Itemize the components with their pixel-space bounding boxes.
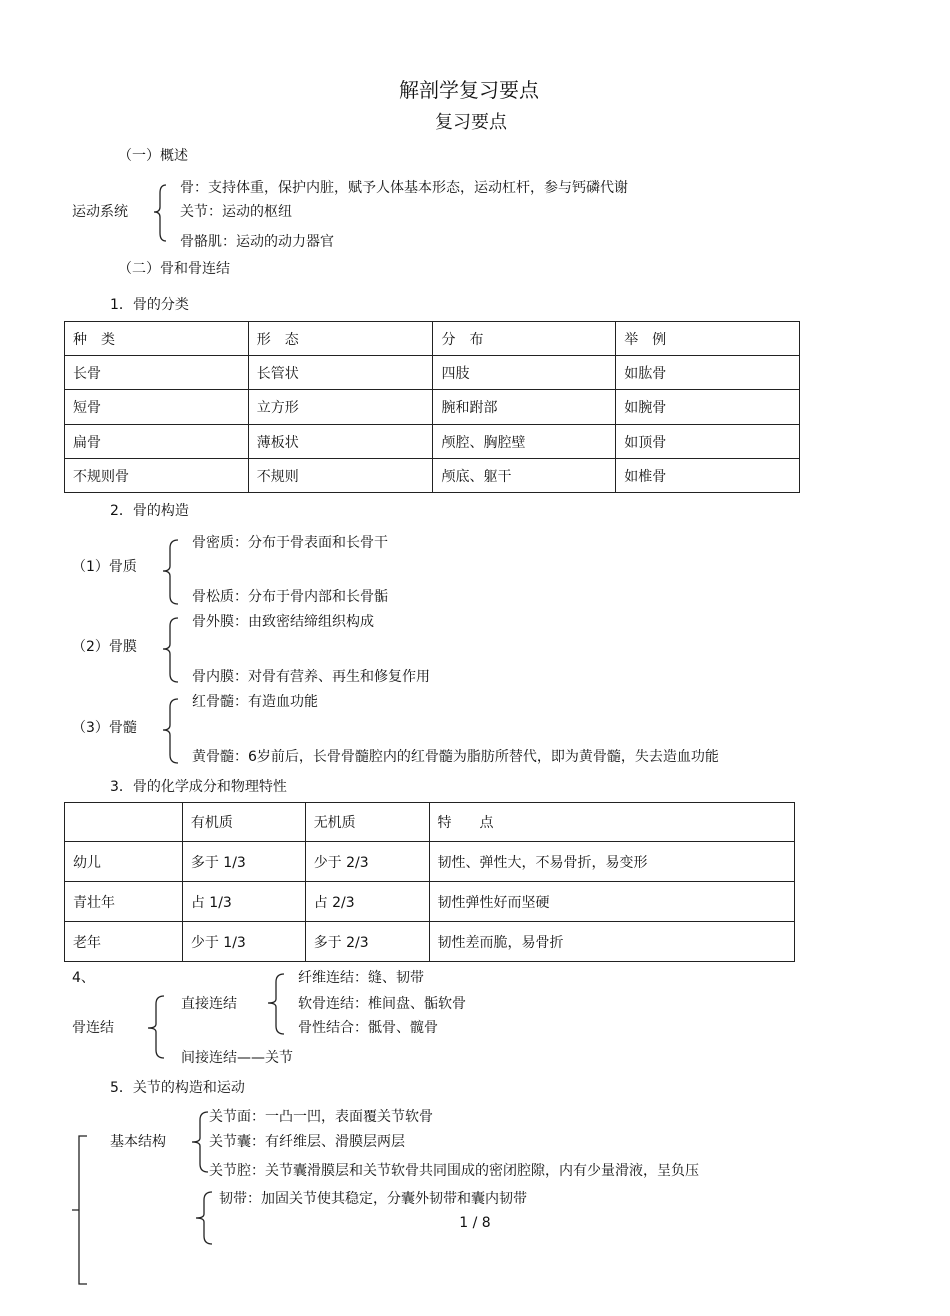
table-cell: 短骨 [65, 390, 249, 425]
table-cell: 占 2/3 [305, 882, 429, 922]
table-row [65, 842, 795, 882]
table-row [65, 922, 795, 962]
table-header-row [65, 803, 795, 842]
table-cell: 腕和跗部 [433, 390, 616, 425]
table-header-row [65, 322, 800, 356]
bone-chemistry-table [64, 802, 795, 962]
table-row [65, 882, 795, 922]
table-header-cell: 特 点 [429, 803, 794, 842]
table-cell: 多于 2/3 [305, 922, 429, 962]
section-1-heading: （一）概述 [118, 148, 188, 164]
table-row [65, 425, 800, 459]
direct-connection-brace [264, 972, 288, 1036]
table-cell: 颅底、躯干 [433, 459, 616, 493]
table-header-cell: 种 类 [65, 322, 249, 356]
table-cell: 多于 1/3 [182, 842, 305, 882]
joint-section-number: 4、 [72, 970, 95, 986]
articular-surface-text: 关节面：一凸一凹，表面覆关节软骨 [209, 1109, 433, 1125]
bone-classification-table [64, 321, 800, 493]
periosteum-label: （2）骨膜 [72, 639, 137, 655]
table-cell: 青壮年 [65, 882, 183, 922]
cartilaginous-joint-text: 软骨连结：椎间盘、骺软骨 [298, 996, 466, 1012]
outer-periosteum-text: 骨外膜：由致密结缔组织构成 [192, 614, 374, 630]
table-header-cell: 形 态 [248, 322, 433, 356]
table-header-cell: 无机质 [305, 803, 429, 842]
yellow-marrow-text: 黄骨髓：6岁前后，长骨骨髓腔内的红骨髓为脂肪所替代，即为黄骨髓，失去造血功能 [192, 749, 719, 765]
table-cell: 韧性差而脆，易骨折 [429, 922, 794, 962]
bone-marrow-brace [160, 697, 184, 765]
table-header-cell: 分 布 [433, 322, 616, 356]
table-cell: 占 1/3 [182, 882, 305, 922]
joint-outer-bracket [70, 1134, 92, 1288]
bone-chemistry-heading: 3．骨的化学成分和物理特性 [110, 779, 287, 795]
section-2-heading: （二）骨和骨连结 [118, 261, 230, 277]
table-header-cell: 举 例 [616, 322, 800, 356]
table-cell: 少于 1/3 [182, 922, 305, 962]
bone-substance-label: （1）骨质 [72, 559, 137, 575]
table-cell: 薄板状 [248, 425, 433, 459]
endosteum-text: 骨内膜：对骨有营养、再生和修复作用 [192, 669, 430, 685]
bone-structure-heading: 2．骨的构造 [110, 503, 189, 519]
basic-structure-label: 基本结构 [110, 1134, 166, 1150]
table-cell: 立方形 [248, 390, 433, 425]
periosteum-brace [160, 616, 184, 684]
joint-structure-heading: 5．关节的构造和运动 [110, 1080, 245, 1096]
direct-connection-label: 直接连结 [181, 996, 237, 1012]
table-cell: 四肢 [433, 356, 616, 390]
table-cell: 不规则 [248, 459, 433, 493]
table-cell: 长管状 [248, 356, 433, 390]
bony-union-text: 骨性结合：骶骨、髋骨 [298, 1020, 438, 1036]
bone-substance-brace [160, 538, 184, 606]
table-row [65, 390, 800, 425]
table-cell: 如腕骨 [616, 390, 800, 425]
bone-marrow-label: （3）骨髓 [72, 720, 137, 736]
table-cell: 韧性、弹性大，不易骨折，易变形 [429, 842, 794, 882]
table-cell: 幼儿 [65, 842, 183, 882]
fibrous-joint-text: 纤维连结：缝、韧带 [298, 970, 424, 986]
bone-connection-brace [144, 994, 168, 1060]
table-cell: 韧性弹性好而坚硬 [429, 882, 794, 922]
motor-item-bone: 骨：支持体重，保护内脏，赋予人体基本形态，运动杠杆，参与钙磷代谢 [180, 180, 628, 196]
document-title: 解剖学复习要点 [399, 78, 539, 102]
table-header-cell [65, 803, 183, 842]
table-row [65, 356, 800, 390]
bone-classification-heading: 1．骨的分类 [110, 297, 189, 313]
table-cell: 颅腔、胸腔壁 [433, 425, 616, 459]
table-cell: 老年 [65, 922, 183, 962]
articular-cavity-text: 关节腔：关节囊滑膜层和关节软骨共同围成的密闭腔隙，内有少量滑液，呈负压 [209, 1163, 699, 1179]
spongy-bone-text: 骨松质：分布于骨内部和长骨骺 [192, 589, 388, 605]
articular-capsule-text: 关节囊：有纤维层、滑膜层两层 [209, 1134, 405, 1150]
motor-item-joint: 关节：运动的枢纽 [180, 204, 292, 220]
table-cell: 少于 2/3 [305, 842, 429, 882]
table-cell: 不规则骨 [65, 459, 249, 493]
indirect-connection-text: 间接连结——关节 [181, 1050, 293, 1066]
page-number: 1 / 8 [459, 1215, 491, 1231]
bone-connection-label: 骨连结 [72, 1020, 114, 1036]
ligament-text: 韧带：加固关节使其稳定，分囊外韧带和囊内韧带 [219, 1191, 527, 1207]
motor-system-brace [152, 183, 172, 243]
compact-bone-text: 骨密质：分布于骨表面和长骨干 [192, 535, 388, 551]
motor-system-label: 运动系统 [72, 204, 128, 220]
red-marrow-text: 红骨髓：有造血功能 [192, 694, 318, 710]
table-cell: 扁骨 [65, 425, 249, 459]
basic-structure-brace [180, 1110, 210, 1176]
table-cell: 长骨 [65, 356, 249, 390]
table-header-cell: 有机质 [182, 803, 305, 842]
table-cell: 如肱骨 [616, 356, 800, 390]
table-cell: 如椎骨 [616, 459, 800, 493]
document-subtitle: 复习要点 [435, 112, 507, 133]
motor-item-muscle: 骨骼肌：运动的动力器官 [180, 234, 334, 250]
table-cell: 如顶骨 [616, 425, 800, 459]
table-row [65, 459, 800, 493]
